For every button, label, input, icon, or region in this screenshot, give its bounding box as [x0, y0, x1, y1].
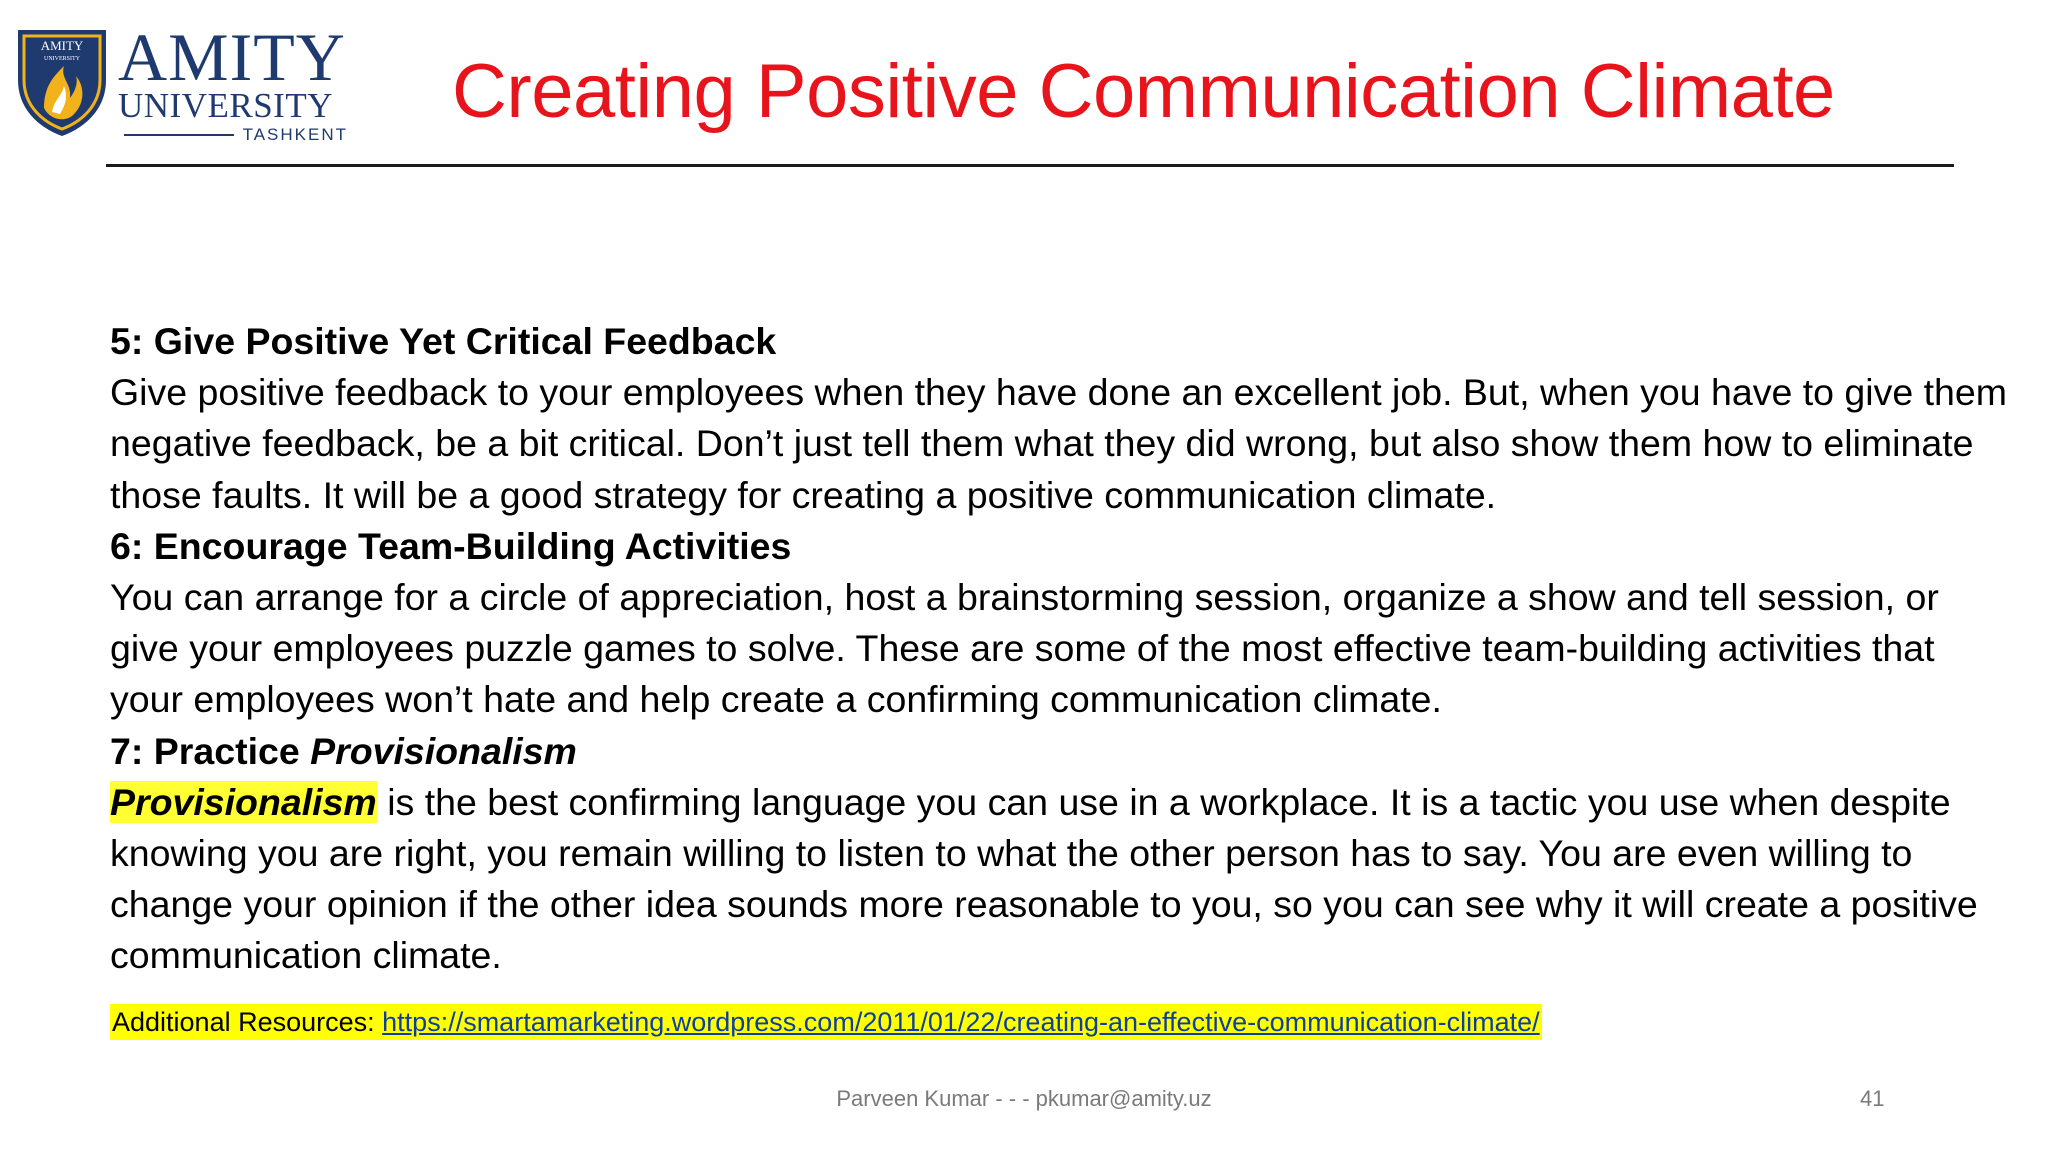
amity-crest-icon [14, 24, 110, 138]
crest-text-university: UNIVERSITY [44, 56, 80, 62]
additional-resources [110, 1004, 1542, 1040]
heading-emphasis: Provisionalism [310, 729, 577, 772]
logo-subname: UNIVERSITY [118, 86, 333, 125]
slide-body [110, 316, 2010, 982]
section-text: Give positive feedback to your employees when they have done an excellent job. But, when you have to give them negative feedback, be a bit critical. Don’t just tell them what they did wrong, but also show them how to eliminate those faults. It will be a good strategy for creating a positive communication climate. [110, 371, 2007, 516]
resources-link[interactable]: https://smartamarketing.wordpress.com/2011/01/22/creating-an-effective-communication-climate/ [382, 1007, 1540, 1037]
header-divider [106, 164, 1954, 167]
logo-rule [124, 134, 234, 136]
amity-logo [14, 19, 354, 144]
heading-prefix: 6: Encourage Team-Building Activities [110, 524, 792, 567]
logo-name: AMITY [118, 19, 346, 95]
footer-author: Parveen Kumar - - - pkumar@amity.uz [836, 1086, 1212, 1111]
logo-city-row [118, 124, 358, 146]
section-heading [110, 521, 2010, 572]
logo-city: TASHKENT [242, 125, 348, 144]
highlighted-term: Provisionalism [110, 780, 377, 823]
heading-prefix: 7: Practice [110, 729, 311, 772]
wordmark [118, 19, 358, 146]
section-text: You can arrange for a circle of appreciation, host a brainstorming session, organize a show and tell session, or give your employees puzzle games to solve. These are some of the most effective team-building activities that your employees won’t hate and help create a confirming communication climate. [110, 576, 1939, 721]
section-text [110, 777, 2010, 982]
section-text-rest: is the best confirming language you can use in a workplace. It is a tactic you use when despite knowing you are right, you remain willing to listen to what the other person has to say. You are even willing to change your opinion if the other idea sounds more reasonable to you, so you can see why it will create a positive communication climate. [110, 780, 1978, 977]
resources-label: Additional Resources: [112, 1007, 383, 1037]
crest-text-amity: AMITY [40, 38, 84, 53]
slide-title: Creating Positive Communication Climate [452, 49, 1835, 134]
section-heading [110, 726, 2010, 777]
section-heading: 5: Give Positive Yet Critical Feedback [110, 320, 777, 362]
page-number: 41 [1860, 1086, 1885, 1111]
